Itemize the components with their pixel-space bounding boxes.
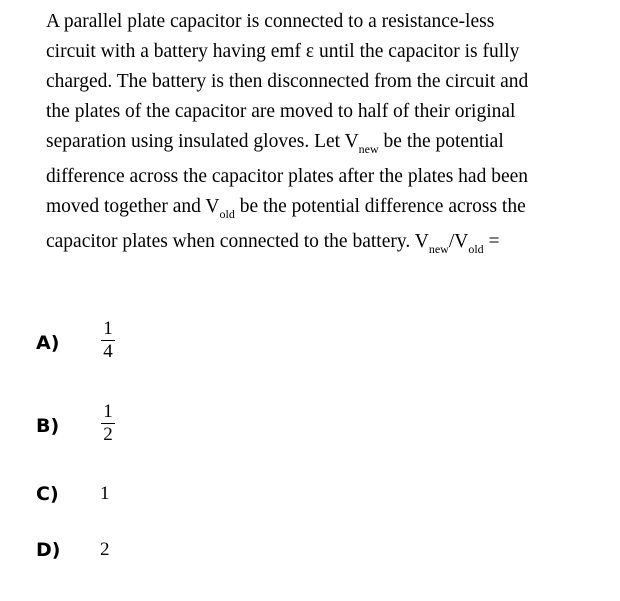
question-line — [46, 195, 576, 230]
fraction-numerator: 1 — [103, 318, 113, 339]
question-line — [46, 230, 576, 260]
subscript-new: new — [428, 242, 449, 256]
question-text-segment: capacitor plates when connected to the battery. V — [46, 231, 429, 252]
subscript-old: old — [468, 242, 484, 256]
option-d[interactable] — [36, 538, 236, 598]
question-line: the plates of the capacitor are moved to half of their original — [46, 101, 516, 122]
question-text-segment: separation using insulated gloves. Let V — [46, 131, 359, 152]
option-value: 2 — [100, 539, 110, 560]
option-label: D) — [36, 539, 61, 561]
question-line: circuit with a battery having emf ε until the capacitor is fully — [46, 41, 520, 62]
question-line: difference across the capacitor plates after the plates had been — [46, 166, 529, 187]
option-b[interactable] — [36, 401, 236, 461]
option-label: C) — [36, 483, 59, 505]
question-text-segment: moved together and V — [46, 196, 220, 217]
question-line: charged. The battery is then disconnected from the circuit and — [46, 71, 529, 92]
subscript-new: new — [358, 142, 379, 156]
fraction-denominator: 4 — [103, 341, 113, 362]
question-text — [46, 10, 576, 260]
option-value: 1 — [100, 483, 110, 504]
option-a[interactable] — [36, 318, 236, 378]
subscript-old: old — [219, 207, 235, 221]
question-line: A parallel plate capacitor is connected to a resistance-less — [46, 11, 495, 32]
question-text-segment: be the potential difference across the — [234, 196, 526, 217]
option-c[interactable] — [36, 482, 236, 542]
option-label: B) — [36, 415, 60, 437]
question-text-segment: /V — [448, 231, 469, 252]
fraction — [100, 318, 116, 363]
question-line — [46, 130, 576, 165]
question-text-segment: be the potential — [378, 131, 504, 152]
fraction — [100, 401, 116, 446]
question-text-segment: = — [483, 231, 500, 252]
option-label: A) — [36, 332, 60, 354]
fraction-denominator: 2 — [103, 424, 113, 445]
fraction-numerator: 1 — [103, 401, 113, 422]
